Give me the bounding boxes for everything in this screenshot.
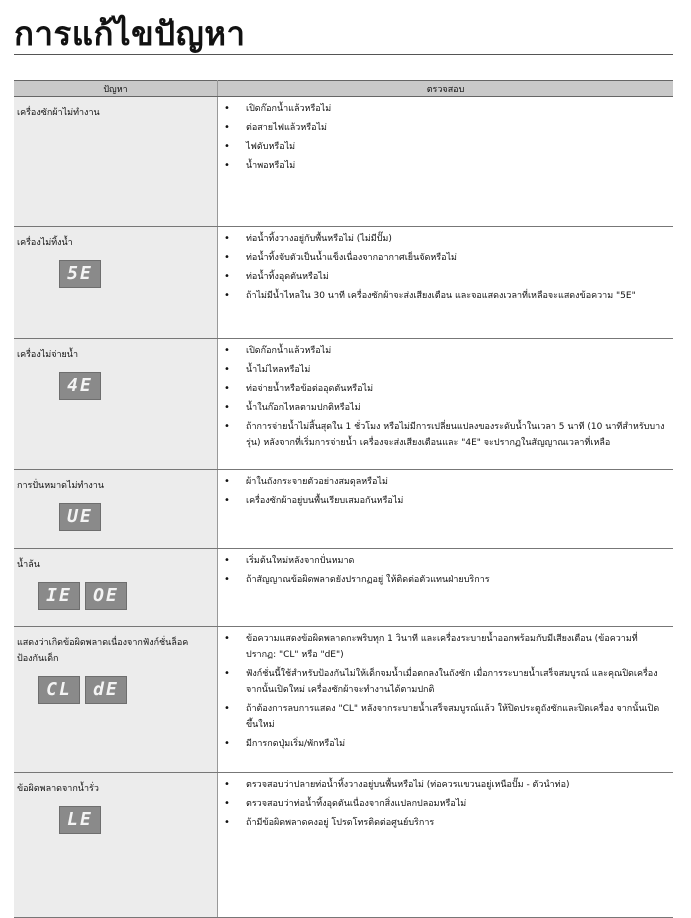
check-item: • ข้อความแสดงข้อผิดพลาดกะพริบทุก 1 วินาที และเครื่องระบายน้ำออกพร้อมกับมีเสียงเตือน (ข้อความที่ปรากฏ: "CL" หรือ "dE") — [224, 631, 665, 663]
check-item: • ผ้าในถังกระจายตัวอย่างสมดุลหรือไม่ — [224, 474, 665, 490]
problem-cell — [14, 773, 218, 918]
check-item: • ถ้าการจ่ายน้ำไม่สิ้นสุดใน 1 ชั่วโมง หรือไม่มีการเปลี่ยนแปลงของระดับน้ำในเวลา 5 นาที (10 นาทีสำหรับบางรุ่น) หลังจากที่เริ่มการจ่ายน้ำ เครื่องจะส่งเสียงเตือนและ "4E" จะปรากฏในสัญญาณเวลาที่เหลือ — [224, 419, 665, 451]
error-code-group — [59, 372, 213, 400]
check-item: • ถ้ามีข้อผิดพลาดคงอยู่ โปรดโทรติดต่อศูนย์บริการ — [224, 815, 665, 831]
error-code-group — [59, 806, 213, 834]
check-list — [224, 231, 665, 304]
error-code-group — [59, 503, 213, 531]
problem-text: เครื่องซักผ้าไม่ทำงาน — [17, 108, 100, 118]
error-code-display: LE — [59, 806, 101, 834]
check-list — [224, 631, 665, 752]
error-code-group — [38, 676, 213, 704]
problem-text: เครื่องไม่จ่ายน้ำ — [17, 350, 78, 360]
check-item: • น้ำไม่ไหลหรือไม่ — [224, 362, 665, 378]
problem-cell — [14, 339, 218, 470]
check-item: • น้ำพอหรือไม่ — [224, 158, 665, 174]
column-header-problem: ปัญหา — [14, 81, 218, 97]
table-row — [14, 470, 673, 549]
check-list — [224, 553, 665, 588]
check-list — [224, 474, 665, 509]
problem-text: น้ำล้น — [17, 560, 40, 570]
check-cell — [218, 339, 674, 470]
check-cell — [218, 773, 674, 918]
error-code-display: CL — [38, 676, 80, 704]
error-code-display: 5E — [59, 260, 101, 288]
check-item: • เปิดก๊อกน้ำแล้วหรือไม่ — [224, 101, 665, 117]
check-cell — [218, 549, 674, 627]
check-cell — [218, 227, 674, 339]
table-row — [14, 549, 673, 627]
title-divider — [14, 54, 673, 55]
check-item: • ไฟดับหรือไม่ — [224, 139, 665, 155]
check-item: • น้ำในก๊อกไหลตามปกติหรือไม่ — [224, 400, 665, 416]
check-list — [224, 101, 665, 174]
problem-cell — [14, 227, 218, 339]
troubleshooting-table — [14, 80, 673, 918]
check-item: • ตรวจสอบว่าปลายท่อน้ำทิ้งวางอยู่บนพื้นหรือไม่ (ท่อควรแขวนอยู่เหนือปั๊ม - ตัวนำท่อ) — [224, 777, 665, 793]
table-header-row — [14, 81, 673, 97]
table-row — [14, 227, 673, 339]
error-code-group — [59, 260, 213, 288]
problem-cell — [14, 627, 218, 773]
check-item: • ท่อน้ำทิ้งวางอยู่กับพื้นหรือไม่ (ไม่มีปั๊ม) — [224, 231, 665, 247]
check-cell — [218, 627, 674, 773]
error-code-display: dE — [85, 676, 127, 704]
check-item: • ถ้าสัญญาณข้อผิดพลาดยังปรากฏอยู่ ให้ติดต่อตัวแทนฝ่ายบริการ — [224, 572, 665, 588]
check-item: • ท่อน้ำทิ้งจับตัวเป็นน้ำแข็งเนื่องจากอากาศเย็นจัดหรือไม่ — [224, 250, 665, 266]
problem-text: การปั่นหมาดไม่ทำงาน — [17, 481, 105, 491]
check-item: • เครื่องซักผ้าอยู่บนพื้นเรียบเสมอกันหรือไม่ — [224, 493, 665, 509]
check-cell — [218, 97, 674, 227]
problem-text: แสดงว่าเกิดข้อผิดพลาดเนื่องจากฟังก์ชั่นล็อคป้องกันเด็ก — [17, 638, 189, 664]
check-cell — [218, 470, 674, 549]
column-header-check: ตรวจสอบ — [218, 81, 674, 97]
check-item: • เริ่มต้นใหม่หลังจากปั่นหมาด — [224, 553, 665, 569]
page-title: การแก้ไขปัญหา — [14, 14, 246, 53]
check-item: • เปิดก๊อกน้ำแล้วหรือไม่ — [224, 343, 665, 359]
check-item: • ฟังก์ชั่นนี้ใช้สำหรับป้องกันไม่ให้เด็กจมน้ำเมื่อตกลงในถังซัก เมื่อการระบายน้ำเสร็จสมบูรณ์ และคุณปิดเครื่อง จากนั้นเปิดใหม่ เครื่องซักผ้าจะทำงานได้ตามปกติ — [224, 666, 665, 698]
table-row — [14, 97, 673, 227]
problem-cell — [14, 549, 218, 627]
error-code-display: OE — [85, 582, 127, 610]
table-row — [14, 339, 673, 470]
error-code-display: IE — [38, 582, 80, 610]
check-item: • ต่อสายไฟแล้วหรือไม่ — [224, 120, 665, 136]
check-list — [224, 777, 665, 831]
check-item: • มีการกดปุ่มเริ่ม/พักหรือไม่ — [224, 736, 665, 752]
check-item: • ถ้าไม่มีน้ำไหลใน 30 นาที เครื่องซักผ้าจะส่งเสียงเตือน และจอแสดงเวลาที่เหลือจะแสดงข้อความ "5E" — [224, 288, 665, 304]
error-code-display: 4E — [59, 372, 101, 400]
problem-text: เครื่องไม่ทิ้งน้ำ — [17, 238, 73, 248]
table-row — [14, 773, 673, 918]
problem-text: ข้อผิดพลาดจากน้ำรั่ว — [17, 784, 99, 794]
check-list — [224, 343, 665, 451]
check-item: • ท่อจ่ายน้ำหรือข้อต่ออุดตันหรือไม่ — [224, 381, 665, 397]
error-code-group — [38, 582, 213, 610]
check-item: • ท่อน้ำทิ้งอุดตันหรือไม่ — [224, 269, 665, 285]
problem-cell — [14, 97, 218, 227]
check-item: • ถ้าต้องการลบการแสดง "CL" หลังจากระบายน้ำเสร็จสมบูรณ์แล้ว ให้ปิดประตูถังซักและปิดเครื่อง จากนั้นเปิดขึ้นใหม่ — [224, 701, 665, 733]
check-item: • ตรวจสอบว่าท่อน้ำทิ้งอุดตันเนื่องจากสิ่งแปลกปลอมหรือไม่ — [224, 796, 665, 812]
table-row — [14, 627, 673, 773]
problem-cell — [14, 470, 218, 549]
error-code-display: UE — [59, 503, 101, 531]
